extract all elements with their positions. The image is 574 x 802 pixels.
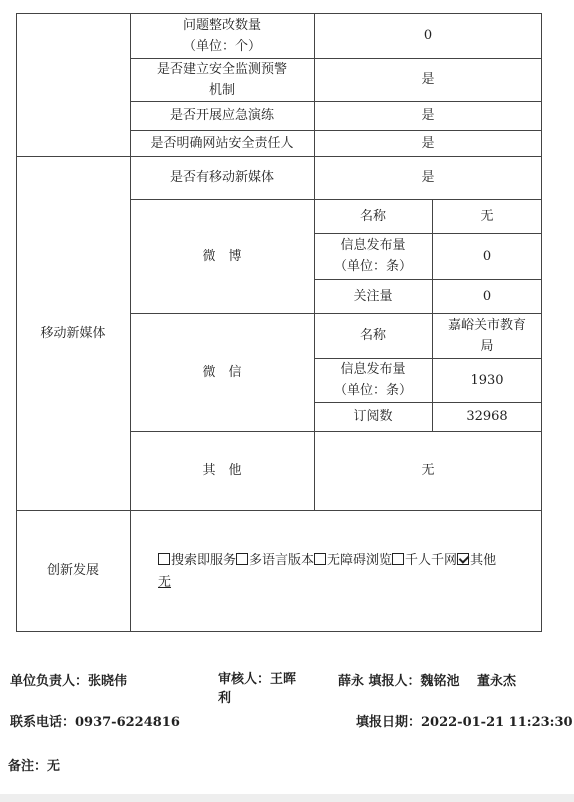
responsible-label: 是否明确网站安全责任人	[150, 135, 294, 151]
innovation-options	[158, 550, 496, 594]
unit-head: 单位负责人：张晓伟	[10, 674, 128, 689]
checkbox-checked-icon[interactable]	[457, 553, 469, 565]
filler: 薛永 填报人：魏铭池 董永杰	[338, 674, 517, 689]
checkbox-icon[interactable]	[158, 553, 170, 565]
monitoring-label: 是否建立安全监测预警 机制	[156, 61, 287, 98]
innovation-option[interactable]: 搜索即服务	[158, 553, 236, 568]
drill-label: 是否开展应急演练	[169, 108, 274, 123]
innovation-option[interactable]: 无障碍浏览	[314, 553, 392, 568]
reviewer: 审核人：王晖 利	[218, 672, 297, 706]
weibo-followers-value: 0	[482, 288, 492, 304]
bottom-bar	[0, 794, 574, 802]
innovation-label: 创新发展	[46, 563, 99, 578]
table-bottom-border	[16, 631, 542, 632]
rectify-count-value: 0	[423, 28, 433, 43]
innovation-other-text: 无	[158, 575, 172, 590]
checkbox-icon[interactable]	[236, 553, 248, 565]
wechat-name-value: 嘉峪关市教育 局	[447, 317, 526, 354]
contact-phone: 联系电话：0937-6224816	[10, 715, 180, 730]
fill-date: 填报日期：2022-01-21 11:23:30	[356, 715, 573, 730]
wechat-label: 微 信	[202, 364, 242, 380]
innovation-option[interactable]: 其他	[457, 553, 496, 568]
wechat-subs-label: 订阅数	[353, 409, 393, 424]
has-mobile-value: 是	[421, 170, 435, 185]
rectify-count-label: 问题整改数量 （单位：个）	[182, 17, 261, 54]
other-label: 其 他	[202, 463, 242, 478]
wechat-name-label: 名称	[359, 328, 386, 343]
weibo-posts-value: 0	[482, 248, 492, 264]
wechat-subs-value: 32968	[466, 409, 508, 424]
weibo-followers-label: 关注量	[353, 288, 393, 304]
innovation-option[interactable]: 多语言版本	[236, 553, 314, 568]
weibo-label: 微 博	[202, 248, 242, 264]
has-mobile-label: 是否有移动新媒体	[169, 170, 274, 185]
monitoring-value: 是	[421, 72, 435, 87]
responsible-value: 是	[421, 135, 435, 151]
wechat-posts-label: 信息发布量 （单位：条）	[333, 362, 412, 398]
weibo-name-label: 名称	[359, 208, 386, 224]
wechat-posts-value: 1930	[470, 372, 504, 388]
innovation-option[interactable]: 千人千网	[392, 553, 457, 568]
mobile-section-label: 移动新媒体	[40, 325, 106, 341]
drill-value: 是	[421, 108, 435, 123]
weibo-posts-label: 信息发布量 （单位：条）	[333, 238, 412, 274]
weibo-name-value: 无	[480, 208, 494, 224]
checkbox-icon[interactable]	[392, 553, 404, 565]
other-value: 无	[421, 463, 435, 478]
checkbox-icon[interactable]	[314, 553, 326, 565]
remark: 备注：无	[8, 759, 61, 774]
